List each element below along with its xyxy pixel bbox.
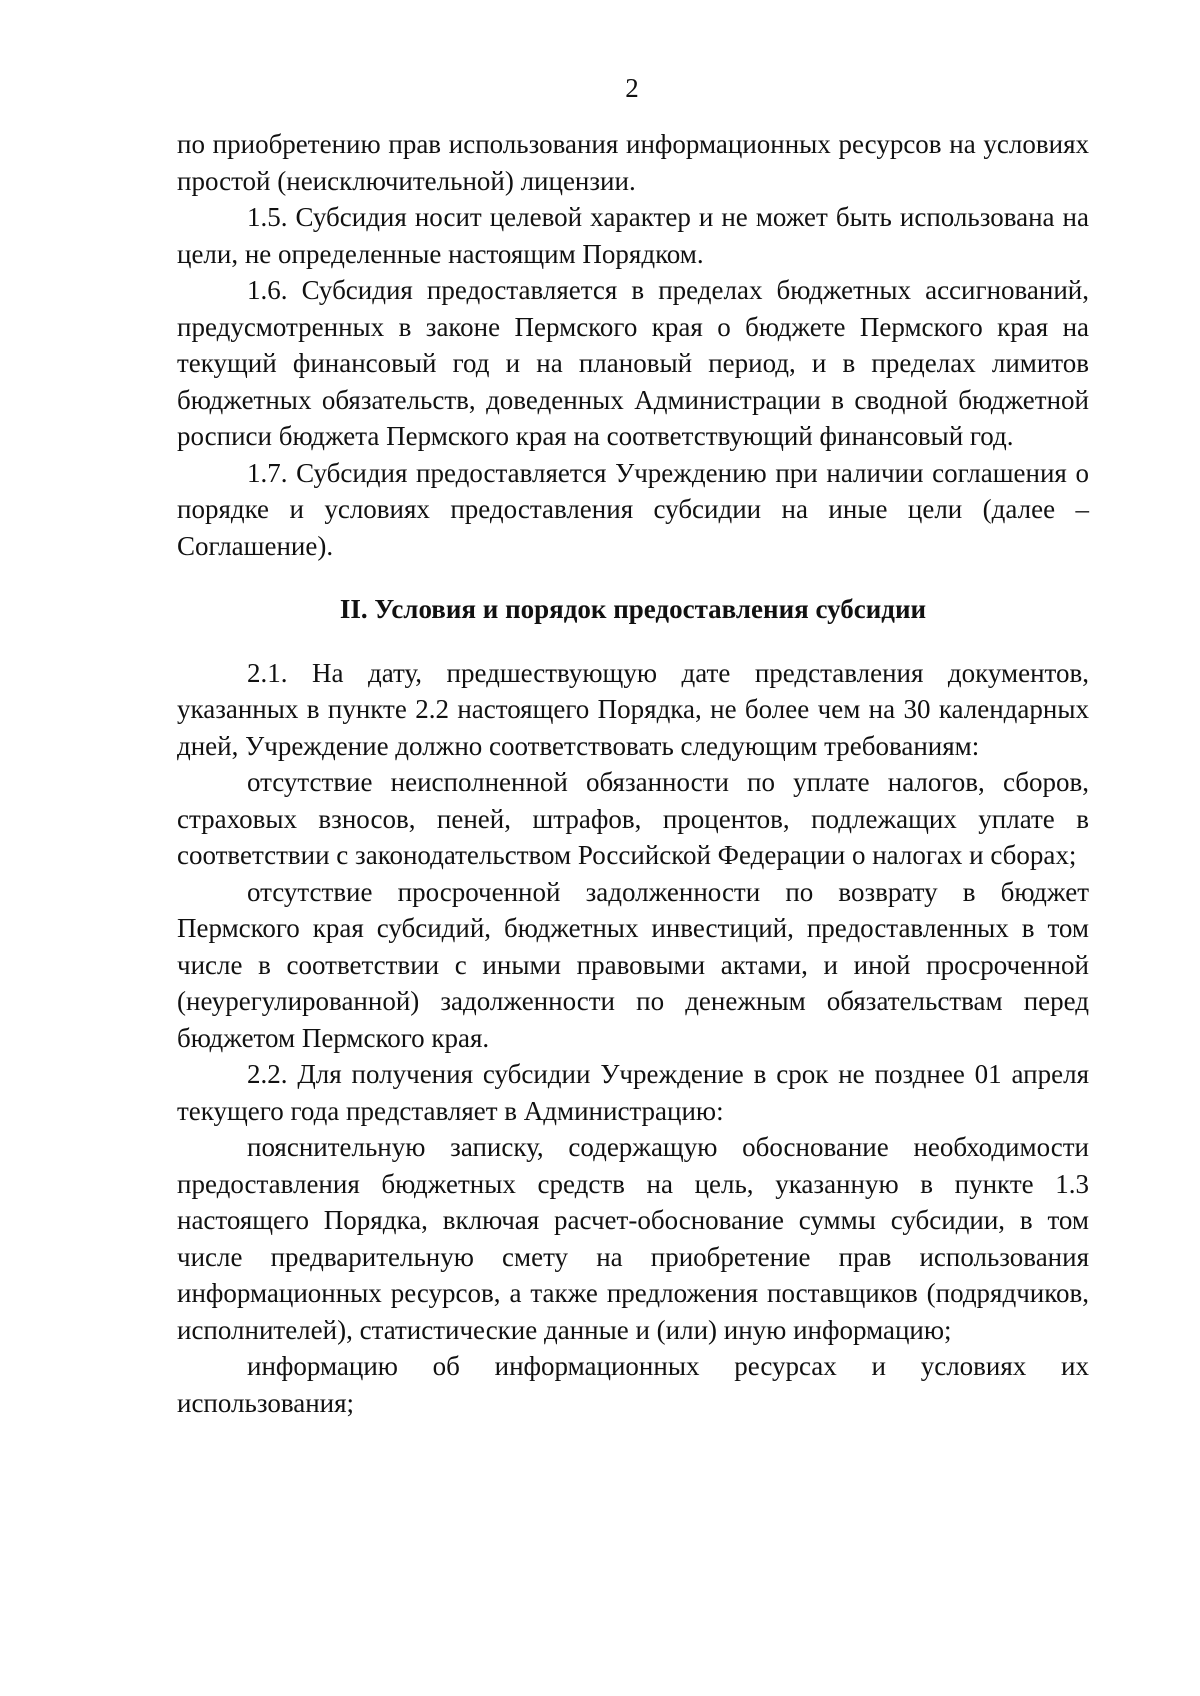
paragraph-1-7: 1.7. Субсидия предоставляется Учреждению при наличии соглашения о порядке и условиях предоставления субсидии на иные цели (далее – Соглашение). — [177, 457, 1089, 561]
paragraph-1-5: 1.5. Субсидия носит целевой характер и не может быть использована на цели, не определенные настоящим Порядком. — [177, 202, 1089, 269]
paragraph-2-1: 2.1. На дату, предшествующую дате представления документов, указанных в пункте 2.2 настоящего Порядка, не более чем на 30 календарных дней, Учреждение должно соответствовать следующим требованиям: — [177, 657, 1089, 761]
document-list-item: информацию об информационных ресурсах и условиях их использования; — [177, 1351, 1089, 1418]
paragraph-2-2: 2.2. Для получения субсидии Учреждение в срок не позднее 01 апреля текущего года представляет в Администрацию: — [177, 1059, 1089, 1126]
requirement-item: отсутствие просроченной задолженности по возврату в бюджет Пермского края субсидий, бюджетных инвестиций, предоставленных в том числе в соответствии с иными правовыми актами, и иной просроченной (неурегулированной) задолженности по денежным обязательствам перед бюджетом Пермского края. — [177, 876, 1089, 1053]
section-heading: II. Условия и порядок предоставления субсидии — [339, 594, 927, 624]
page-number: 2 — [625, 73, 639, 103]
paragraph-1-6: 1.6. Субсидия предоставляется в пределах бюджетных ассигнований, предусмотренных в законе Пермского края о бюджете Пермского края на текущий финансовый год и на плановый период, и в пределах лимитов бюджетных обязательств, доведенных Администрации в сводной бюджетной росписи бюджета Пермского края на соответствующий финансовый год. — [177, 275, 1089, 451]
document-list-item: пояснительную записку, содержащую обоснование необходимости предоставления бюджетных средств на цель, указанную в пункте 1.3 настоящего Порядка, включая расчет-обоснование суммы субсидии, в том числе предварительную смету на приобретение прав использования информационных ресурсов, а также предложения поставщиков (подрядчиков, исполнителей), статистические данные и (или) иную информацию; — [177, 1132, 1089, 1345]
document-body — [177, 126, 1089, 1421]
paragraph-continuation: по приобретению прав использования информационных ресурсов на условиях простой (неисключительной) лицензии. — [177, 129, 1089, 196]
requirement-item: отсутствие неисполненной обязанности по уплате налогов, сборов, страховых взносов, пеней, штрафов, процентов, подлежащих уплате в соответствии с законодательством Российской Федерации о налогах и сборах; — [177, 767, 1089, 870]
